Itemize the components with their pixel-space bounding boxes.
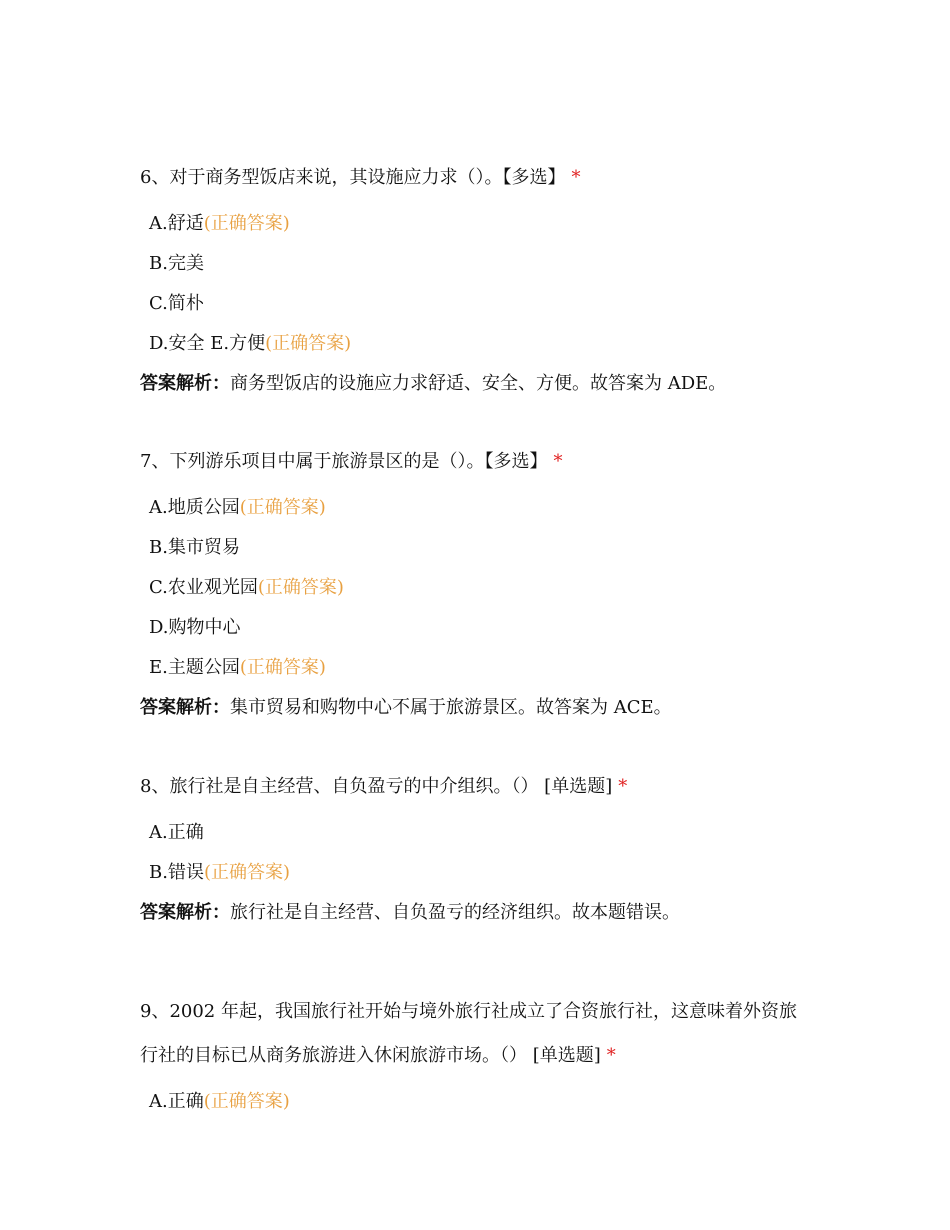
option-b: B.错误(正确答案) — [149, 862, 290, 883]
option-b: B.完美 — [149, 253, 204, 274]
option-d: D.安全 E.方便(正确答案) — [149, 333, 352, 354]
option-e: E.主题公园(正确答案) — [149, 657, 326, 678]
correct-answer-tag: (正确答案) — [203, 213, 290, 234]
correct-answer-tag: (正确答案) — [257, 577, 344, 598]
answer-analysis: 答案解析：商务型饭店的设施应力求舒适、安全、方便。故答案为 ADE。 — [140, 373, 727, 394]
question-title: 7、下列游乐项目中属于旅游景区的是（）。【多选】 * — [140, 451, 563, 472]
question-title: 8、旅行社是自主经营、自负盈亏的中介组织。（） [单选题] * — [140, 776, 628, 797]
question-7 — [140, 442, 820, 728]
option-a: A.舒适(正确答案) — [149, 213, 290, 234]
analysis-label: 答案解析： — [140, 902, 230, 923]
option-a: A.地质公园(正确答案) — [149, 497, 326, 518]
answer-analysis: 答案解析：集市贸易和购物中心不属于旅游景区。故答案为 ACE。 — [140, 697, 672, 718]
correct-answer-tag: (正确答案) — [203, 862, 290, 883]
option-c: C.农业观光园(正确答案) — [149, 577, 344, 598]
answer-analysis: 答案解析：旅行社是自主经营、自负盈亏的经济组织。故本题错误。 — [140, 902, 680, 923]
required-star: * — [571, 167, 581, 188]
required-star: * — [606, 1045, 616, 1066]
correct-answer-tag: (正确答案) — [239, 497, 326, 518]
correct-answer-tag: (正确答案) — [203, 1091, 290, 1112]
required-star: * — [553, 451, 563, 472]
option-a: A.正确 — [149, 822, 204, 843]
question-9 — [140, 992, 820, 1122]
question-title: 6、对于商务型饭店来说，其设施应力求（）。【多选】 * — [140, 167, 581, 188]
question-title-line-2: 行社的目标已从商务旅游进入休闲旅游市场。（） [单选题] * — [140, 1045, 616, 1066]
analysis-label: 答案解析： — [140, 697, 230, 718]
correct-answer-tag: (正确答案) — [265, 333, 352, 354]
question-title-line-1: 9、2002 年起，我国旅行社开始与境外旅行社成立了合资旅行社，这意味着外资旅 — [140, 1001, 797, 1022]
analysis-label: 答案解析： — [140, 373, 230, 394]
option-a: A.正确(正确答案) — [149, 1091, 290, 1112]
option-c: C.简朴 — [149, 293, 204, 314]
option-b: B.集市贸易 — [149, 537, 240, 558]
correct-answer-tag: (正确答案) — [239, 657, 326, 678]
required-star: * — [618, 776, 628, 797]
question-6 — [140, 158, 820, 404]
question-8 — [140, 767, 820, 933]
option-d: D.购物中心 — [149, 617, 241, 638]
